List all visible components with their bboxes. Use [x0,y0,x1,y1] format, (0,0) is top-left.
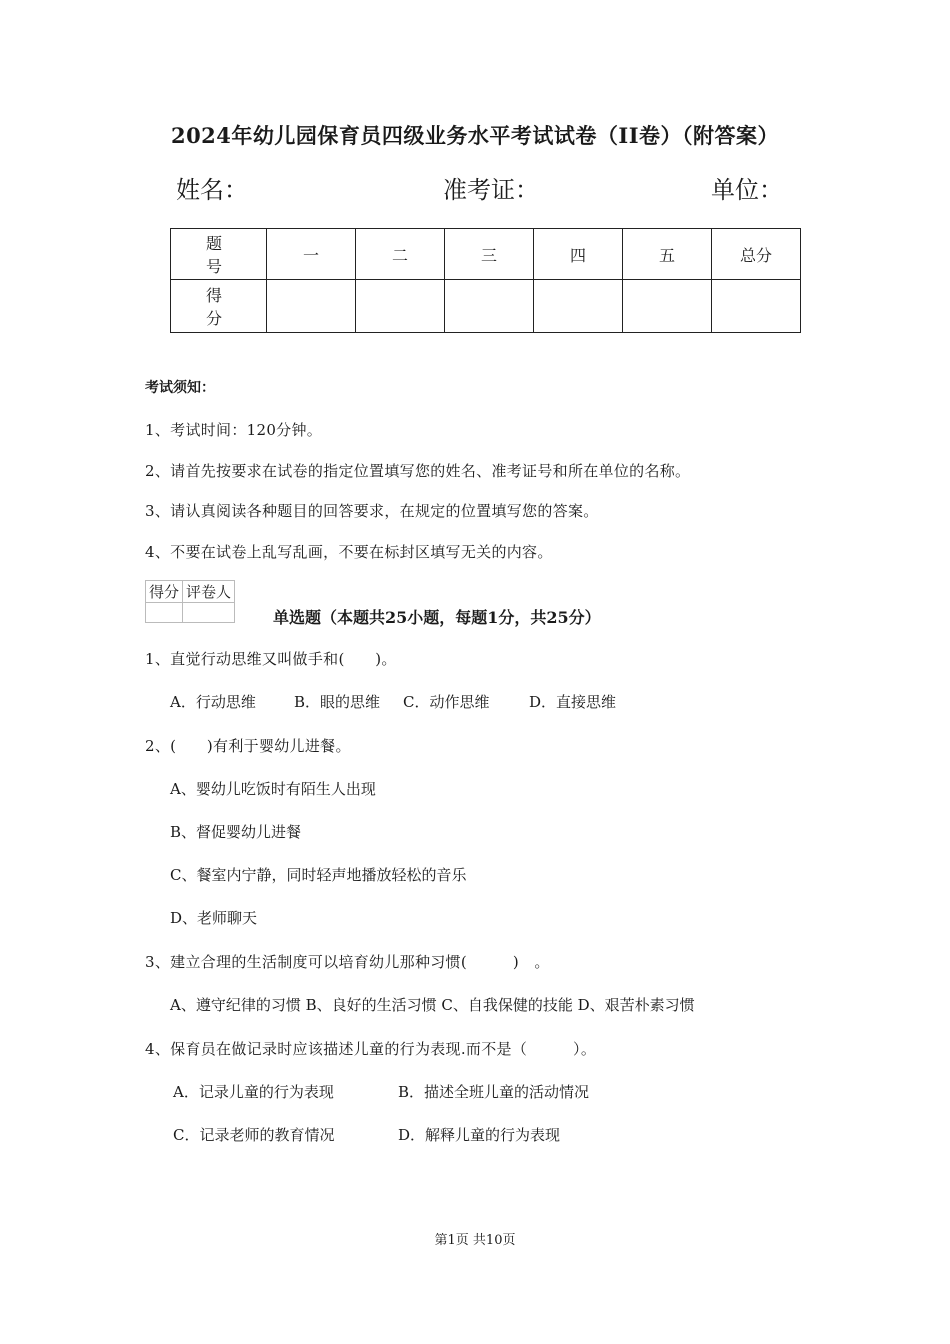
section-title: 单选题（本题共25小题，每题1分，共25分） [273,608,601,627]
name-field-label: 姓名： [176,176,248,204]
notice-heading: 考试须知： [145,380,215,396]
question-option: C．记录老师的教育情况 [173,1126,335,1144]
score-table-score-row [171,280,801,333]
score-cell[interactable] [623,280,712,333]
grader-reviewer-label: 评卷人 [183,581,235,603]
question-option: B．描述全班儿童的活动情况 [398,1083,590,1101]
question-stem: 4、保育员在做记录时应该描述儿童的行为表现.而不是（ ）。 [145,1040,597,1058]
question-stem: 2、( )有利于婴幼儿进餐。 [145,737,351,755]
question-stem: 3、建立合理的生活制度可以培育幼儿那种习惯( ) 。 [145,953,550,971]
notice-item: 4、不要在试卷上乱写乱画，不要在标封区填写无关的内容。 [145,543,553,561]
page-number: 第1页 共10页 [434,1233,516,1248]
notice-item: 2、请首先按要求在试卷的指定位置填写您的姓名、准考证号和所在单位的名称。 [145,462,691,480]
score-table-row-label: 得 分 [171,280,267,333]
question-option: C．动作思维 [403,693,490,711]
grader-score-label: 得分 [146,581,183,603]
grader-score-cell[interactable] [146,603,183,623]
score-table-col-4: 四 [534,229,623,280]
notice-item: 3、请认真阅读各种题目的回答要求，在规定的位置填写您的答案。 [145,502,599,520]
question-option: A、婴幼儿吃饭时有陌生人出现 [170,780,376,798]
score-table-header-label: 题 号 [171,229,267,280]
score-cell-total[interactable] [712,280,801,333]
exam-title: 2024年幼儿园保育员四级业务水平考试试卷（II卷）（附答案） [170,123,780,148]
unit-field-label: 单位： [711,176,783,204]
question-option: A．行动思维 [170,693,256,711]
grader-reviewer-cell[interactable] [183,603,235,623]
question-option: B．眼的思维 [294,693,381,711]
score-cell[interactable] [267,280,356,333]
score-table-header-row [171,229,801,280]
score-cell[interactable] [445,280,534,333]
question-option: D．直接思维 [529,693,617,711]
question-option: C、餐室内宁静，同时轻声地播放轻松的音乐 [170,866,467,884]
question-option: A．记录儿童的行为表现 [173,1083,334,1101]
grader-box [145,580,235,623]
question-option: D、老师聊天 [170,909,258,927]
question-stem: 1、直觉行动思维又叫做手和( )。 [145,650,397,668]
score-table-col-total: 总分 [712,229,801,280]
score-cell[interactable] [356,280,445,333]
score-cell[interactable] [534,280,623,333]
notice-item: 1、考试时间：120分钟。 [145,421,323,439]
question-option: B、督促婴幼儿进餐 [170,823,302,841]
score-table [170,228,801,333]
question-option: A、遵守纪律的习惯 B、良好的生活习惯 C、自我保健的技能 D、艰苦朴素习惯 [170,996,695,1014]
question-option: D．解释儿童的行为表现 [398,1126,561,1144]
exam-id-field-label: 准考证： [443,176,539,204]
score-table-col-2: 二 [356,229,445,280]
score-table-col-3: 三 [445,229,534,280]
score-table-col-5: 五 [623,229,712,280]
score-table-col-1: 一 [267,229,356,280]
